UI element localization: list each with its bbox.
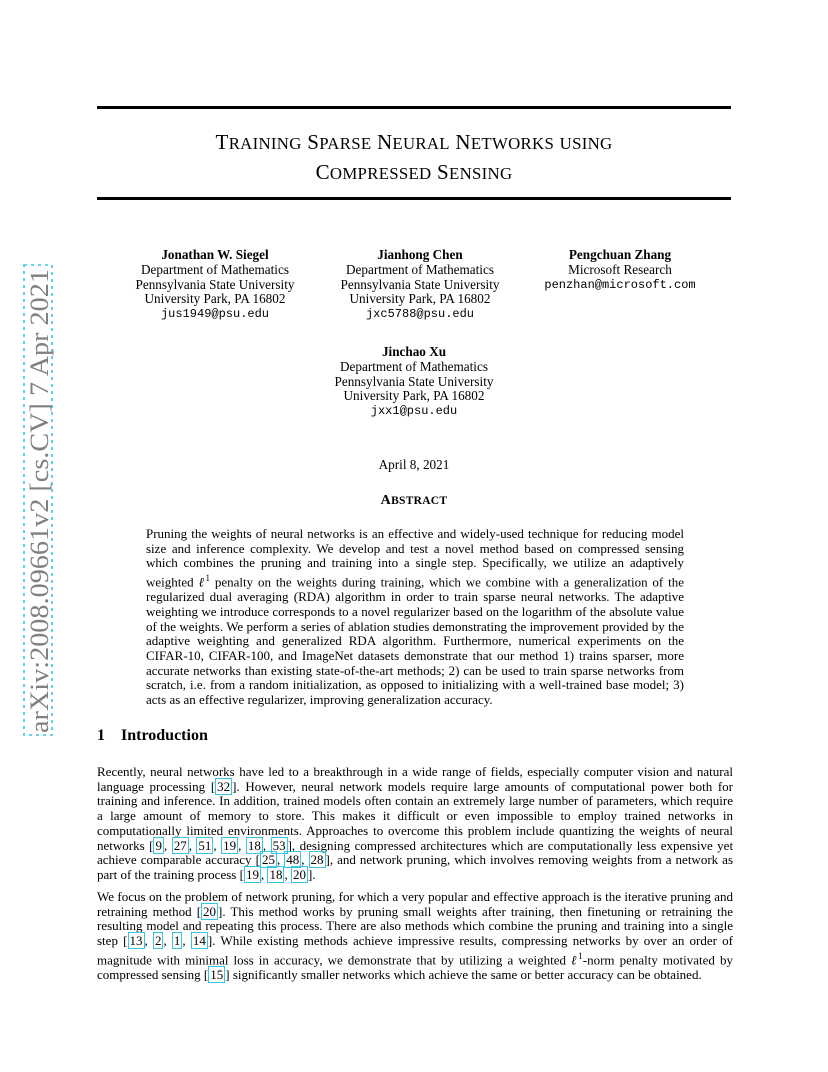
abstract-heading	[0, 493, 828, 509]
title-initial: N	[455, 130, 471, 154]
author-block	[319, 345, 509, 419]
title-smallcaps: EURAL	[392, 134, 450, 153]
citation-link[interactable]: 19	[245, 866, 259, 882]
citation-link[interactable]: 15	[210, 966, 224, 982]
author-address: University Park, PA 16802	[349, 291, 491, 307]
author-block	[525, 248, 715, 292]
paragraph-text: . While existing methods achieve impressive results, compressing networks by over an order of magnitude with minimal loss in accuracy, we demonstrate that by utilizing a weighted	[97, 933, 734, 968]
abstract-heading-initial: A	[380, 493, 392, 508]
paper-title	[97, 128, 731, 188]
ell-symbol: ℓ	[198, 574, 206, 590]
citation-link[interactable]: 20	[292, 866, 306, 882]
title-initial: C	[315, 160, 330, 184]
citation-link[interactable]: 48	[286, 852, 300, 868]
author-email[interactable]: jxc5788@psu.edu	[365, 307, 475, 322]
arxiv-id-text: arXiv:2008.09661v2 [cs.CV] 7 Apr 2021	[25, 305, 54, 733]
title-initial: T	[215, 130, 229, 154]
citation-link[interactable]: 2	[154, 933, 162, 949]
intro-paragraph-2: We focus on the problem of network pruning, for which a very popular and effective approach is the iterative pruning and retraining method [ 20 ]. This method works by pruning small weights after training, then finetuning or retraining the resulting model and repeating this process. There are also methods which combine the pruning and training into a single step [ 13 , 2 , 1 , 14 ]. While existing methods achieve impressive results, compressing networks by over an order of magnitude with minimal loss in accuracy, we demonstrate that by utilizing a weighted ℓ$^1$-norm penalty motivated by compressed sensing [ 15 ] significantly smaller networks which achieve the same or better accuracy can be obtained.	[97, 889, 734, 982]
paragraph-text: We focus on the problem of network pruning, for which a very popular and effective approach is the iterative pruning and retraining method	[97, 889, 733, 919]
author-department: Department of Mathematics	[340, 358, 488, 374]
author-department: Microsoft Research	[568, 261, 672, 277]
title-line-1	[97, 128, 731, 158]
author-address: University Park, PA 16802	[343, 388, 485, 404]
author-name: Jianhong Chen	[377, 247, 463, 262]
title-smallcaps: ENSING	[449, 164, 513, 183]
author-email[interactable]: penzhan@microsoft.com	[544, 277, 696, 292]
abstract-body	[146, 527, 684, 708]
title-smallcaps: RAINING	[228, 134, 302, 153]
author-institution: Pennsylvania State University	[135, 276, 295, 292]
citation-link[interactable]: 1	[173, 933, 181, 949]
citation-link[interactable]: 14	[192, 933, 206, 949]
intro-paragraph-1: Recently, neural networks have led to a breakthrough in a wide range of fields, especially computer vision and natural language processing [ 32 ]. However, neural network models require large amounts of computational power both for training and inference. In addition, trained models often contain an extremely large number of parameters, which require a large amount of memory to store. This makes it difficult or even impossible to employ trained networks in computationally limited environments. Approaches to overcome this problem include quantizing the weights of neural networks [ 9 , 27 , 51 , 19 , 18 , 53 ], designing compressed architectures which are computationally less expensive yet achieve comparable accuracy [ 25 , 48 , 28 ], and network pruning, which involves removing weights from a network as part of the training process [ 19 , 18 , 20 ].	[97, 764, 734, 882]
author-name: Jinchao Xu	[381, 344, 447, 359]
citation-link[interactable]: 25	[261, 852, 275, 868]
citation-link[interactable]: 28	[310, 852, 324, 868]
citation-link[interactable]: 20	[203, 903, 217, 919]
title-smallcaps: OMPRESSED	[329, 164, 432, 183]
title-initial: S	[307, 130, 320, 154]
author-email[interactable]: jxx1@psu.edu	[370, 404, 458, 419]
citation-link[interactable]: 9	[155, 837, 162, 853]
superscript: 1	[205, 573, 211, 584]
section-heading-introduction	[97, 727, 208, 745]
citation-link[interactable]: 32	[217, 778, 231, 794]
section-title: Introduction	[121, 727, 208, 744]
section-number: 1	[97, 727, 105, 744]
title-smallcaps: PARSE	[319, 134, 372, 153]
author-department: Department of Mathematics	[346, 261, 494, 277]
author-name: Pengchuan Zhang	[568, 247, 672, 262]
title-smallcaps: ETWORKS	[470, 134, 555, 153]
author-institution: Pennsylvania State University	[340, 276, 500, 292]
abstract-text: penalty on the weights during training, which we combine with a generalization of the regularized dual averaging (RDA) algorithm in order to train sparse neural networks. The adaptive weighting we introduce corresponds to a novel regularizer based on the logarithm of the absolute value of the weights. We perform a series of ablation studies demonstrating the improvement provided by the adaptive weighting and generalized RDA algorithm. Furthermore, numerical experiments on the CIFAR-10, CIFAR-100, and ImageNet datasets demonstrate that our method 1) trains sparser, more accurate networks than existing state-of-the-art methods; 2) can be used to train sparse networks from scratch, i.e. from a random initialization, as opposed to initializing with a well-trained base model; 3) acts as an effective regularizer, improving generalization accuracy.	[146, 574, 684, 708]
author-institution: Pennsylvania State University	[334, 373, 494, 389]
author-email[interactable]: jus1949@psu.edu	[160, 307, 270, 322]
superscript: 1	[578, 950, 583, 961]
citation-link[interactable]: 18	[247, 837, 261, 853]
citation-link[interactable]: 51	[198, 837, 212, 853]
ell-symbol: ℓ	[571, 952, 579, 968]
paragraph-text: Recently, neural networks have led to a breakthrough in a wide range of fields, especially computer vision and natural language processing	[97, 764, 733, 794]
abstract-heading-smallcaps: BSTRACT	[391, 495, 448, 507]
author-block	[325, 248, 515, 322]
paragraph-text: .	[312, 866, 316, 882]
title-initial: N	[376, 130, 393, 154]
title-initial: S	[437, 160, 450, 184]
title-line-2	[97, 158, 731, 188]
paragraph-text: , designing compressed architectures which are computationally less expensive yet achieve comparable accuracy	[97, 837, 734, 868]
author-department: Department of Mathematics	[141, 261, 289, 277]
title-top-rule	[97, 106, 731, 109]
citation-link[interactable]: 27	[173, 837, 187, 853]
abstract-text: Pruning the weights of neural networks is an effective and widely-used technique for reducing model size and inference complexity. We develop and test a novel method based on compressed sensing which combines the pruning and training into a single step. Specifically, we utilize an adaptively weighted	[146, 526, 684, 590]
paragraph-text: -norm penalty motivated by compressed sensing	[97, 952, 733, 982]
title-bottom-rule	[97, 197, 731, 200]
paragraph-text: . This method works by pruning small weights after training, then finetuning or retraining the resulting model and repeating this process. There are also methods which combine the pruning and training into a single step	[97, 903, 733, 949]
citation-link[interactable]: 18	[269, 866, 283, 882]
paragraph-text: , and network pruning, which involves removing weights from a network as part of the training process	[97, 852, 733, 882]
citation-link[interactable]: 13	[129, 933, 143, 949]
author-address: University Park, PA 16802	[144, 291, 286, 307]
citation-link[interactable]: 53	[272, 837, 286, 853]
author-block	[120, 248, 310, 322]
paragraph-text: significantly smaller networks which achieve the same or better accuracy can be obtained.	[229, 966, 702, 982]
title-smallcaps: USING	[559, 134, 613, 153]
paper-date: April 8, 2021	[378, 457, 450, 472]
author-name: Jonathan W. Siegel	[161, 247, 269, 262]
citation-link[interactable]: 19	[223, 837, 237, 853]
paragraph-text: . However, neural network models require large amounts of computational power both for training and inference. In addition, trained models often contain an extremely large number of parameters, which require a large amount of memory to store. This makes it difficult or even impossible to employ trained networks in computationally limited environments. Approaches to overcome this problem include quantizing the weights of neural networks	[97, 778, 733, 853]
